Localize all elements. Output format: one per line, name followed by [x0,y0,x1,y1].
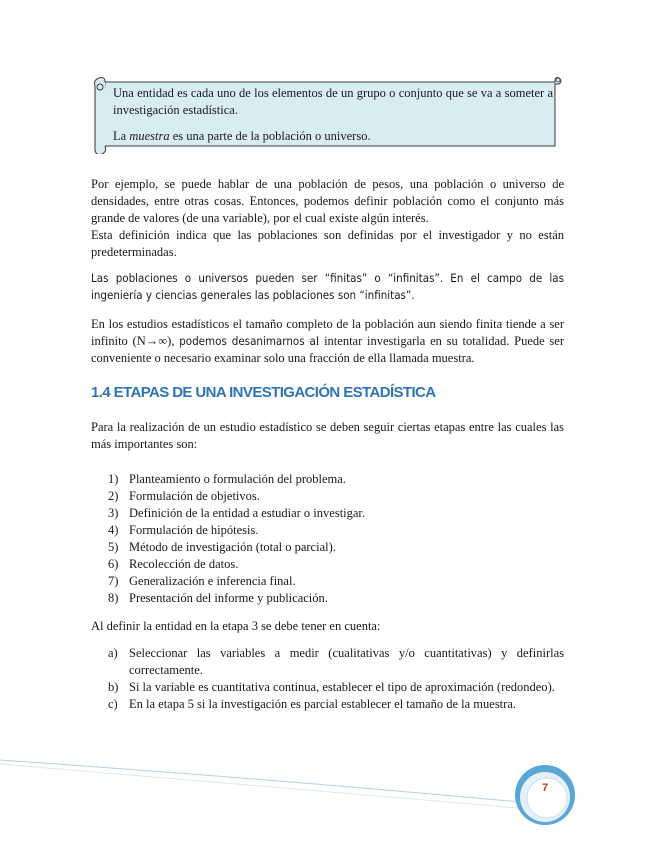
list-item-text: Seleccionar las variables a medir (cualitativas y/o cuantitativas) y definirlas correctamente. [129,646,564,677]
paragraph-definition-note: Esta definición indica que las poblaciones son definidas por el investigador y no están predeterminadas. [91,228,564,259]
list-item [108,679,564,696]
sample-definition-suffix: es una parte de la población o universo. [169,129,371,143]
list-item-text: Formulación de hipótesis. [129,523,259,537]
paragraph-population-example: Por ejemplo, se puede hablar de una población de pesos, una población o universo de densidades, entre otras cosas. Entonces, podemos definir población como el conjunto más grande de valores (de una variable), por el cual existe algún interés. [91,177,564,225]
list-item [108,590,564,607]
sample-definition-prefix: La [113,129,130,143]
list-item-text: Método de investigación (total o parcial). [129,540,336,554]
list-item [108,539,564,556]
list-item-text: Definición de la entidad a estudiar o investigar. [129,506,366,520]
list-item-text: Recolección de datos. [129,557,239,571]
entity-definition: Una entidad es cada uno de los elementos de un grupo o conjunto que se va a someter a investigación estadística. [113,86,553,117]
page-number: 7 [541,782,549,794]
list-marker: 7) [108,574,119,588]
list-item-text: Si la variable es cuantitativa continua, establecer el tipo de aproximación (redondeo). [129,680,555,694]
list-marker: a) [108,646,118,660]
stages-list [108,471,564,607]
considerations-list [108,645,564,713]
section-title: 1.4 ETAPAS DE UNA INVESTIGACIÓN ESTADÍSTICA [91,384,436,401]
list-marker: 4) [108,523,119,537]
list-item-text: En la etapa 5 si la investigación es parcial establecer el tamaño de la muestra. [129,697,516,711]
list-marker: 3) [108,506,119,520]
list-marker: b) [108,680,119,694]
list-marker: 1) [108,472,119,486]
list-item-text: Generalización e inferencia final. [129,574,296,588]
paragraph-infinite-size-a: En los estudios estadísticos el tamaño completo de la población aun siendo finita tiende a ser infinito (N→∞), [91,317,564,348]
paragraph-infinite-size-c: l intentar investigarla en su totalidad. Puede ser conveniente o necesario examinar solo una fracción de ella llamada muestra. [91,334,564,365]
list-item [108,645,564,679]
list-marker: 2) [108,489,119,503]
paragraph-entity-considerations: Al definir la entidad en la etapa 3 se debe tener en cuenta: [91,619,381,633]
footer-decoration [0,740,655,848]
list-item [108,505,564,522]
paragraph-infinite-size [91,316,564,367]
list-item [108,556,564,573]
list-item-text: Formulación de objetivos. [129,489,260,503]
list-item [108,522,564,539]
list-item-text: Planteamiento o formulación del problema. [129,472,346,486]
list-marker: 5) [108,540,119,554]
list-item [108,696,564,713]
list-marker: 6) [108,557,119,571]
sample-definition [113,128,553,145]
list-marker: 8) [108,591,119,605]
list-marker: c) [108,697,118,711]
list-item [108,573,564,590]
paragraph-stages-intro: Para la realización de un estudio estadístico se deben seguir ciertas etapas entre las cuales las más importantes son: [91,420,564,451]
list-item [108,471,564,488]
sample-term: muestra [129,129,170,143]
paragraph-infinite-size-b: podemos desanimarnos a [179,334,316,348]
paragraph-finite-infinite: Las poblaciones o universos pueden ser “finitas” o “infinitas”. En el campo de las ingeniería y ciencias generales las poblaciones son “infinitas”. [91,271,564,302]
list-item-text: Presentación del informe y publicación. [129,591,328,605]
definition-box [93,76,563,154]
list-item [108,488,564,505]
